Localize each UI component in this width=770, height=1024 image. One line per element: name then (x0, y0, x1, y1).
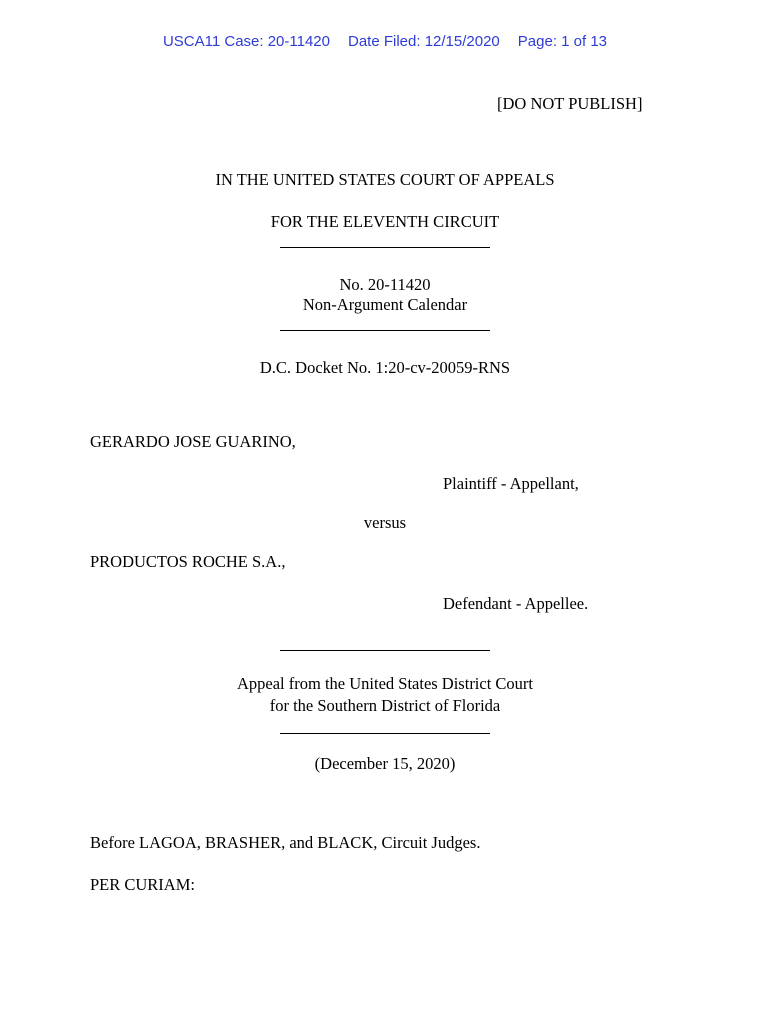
plaintiff-role: Plaintiff - Appellant, (443, 474, 579, 493)
case-number-stamp: USCA11 Case: 20-11420 (162, 33, 330, 50)
filing-stamp (0, 33, 770, 50)
plaintiff-name: GERARDO JOSE GUARINO, (90, 432, 296, 451)
circuit-name: FOR THE ELEVENTH CIRCUIT (270, 212, 500, 231)
case-number: No. 20-11420 (339, 275, 431, 294)
appeal-origin: Appeal from the United States District Court (236, 674, 534, 693)
page-count-stamp: Page: 1 of 13 (517, 33, 608, 50)
publish-notice: [DO NOT PUBLISH] (497, 94, 643, 113)
court-name: IN THE UNITED STATES COURT OF APPEALS (215, 170, 555, 189)
divider-rule (280, 330, 490, 331)
decision-date: (December 15, 2020) (314, 754, 456, 773)
defendant-role: Defendant - Appellee. (443, 594, 589, 613)
docket-number: D.C. Docket No. 1:20-cv-20059-RNS (259, 358, 511, 377)
panel-judges: Before LAGOA, BRASHER, and BLACK, Circuit Judges. (90, 833, 481, 852)
appeal-district: for the Southern District of Florida (269, 696, 501, 715)
defendant-name: PRODUCTOS ROCHE S.A., (90, 552, 286, 571)
divider-rule (280, 733, 490, 734)
per-curiam-heading: PER CURIAM: (90, 875, 195, 894)
divider-rule (280, 247, 490, 248)
date-filed-stamp: Date Filed: 12/15/2020 (348, 33, 500, 50)
calendar-type: Non-Argument Calendar (302, 295, 468, 314)
divider-rule (280, 650, 490, 651)
versus-label: versus (363, 513, 407, 532)
